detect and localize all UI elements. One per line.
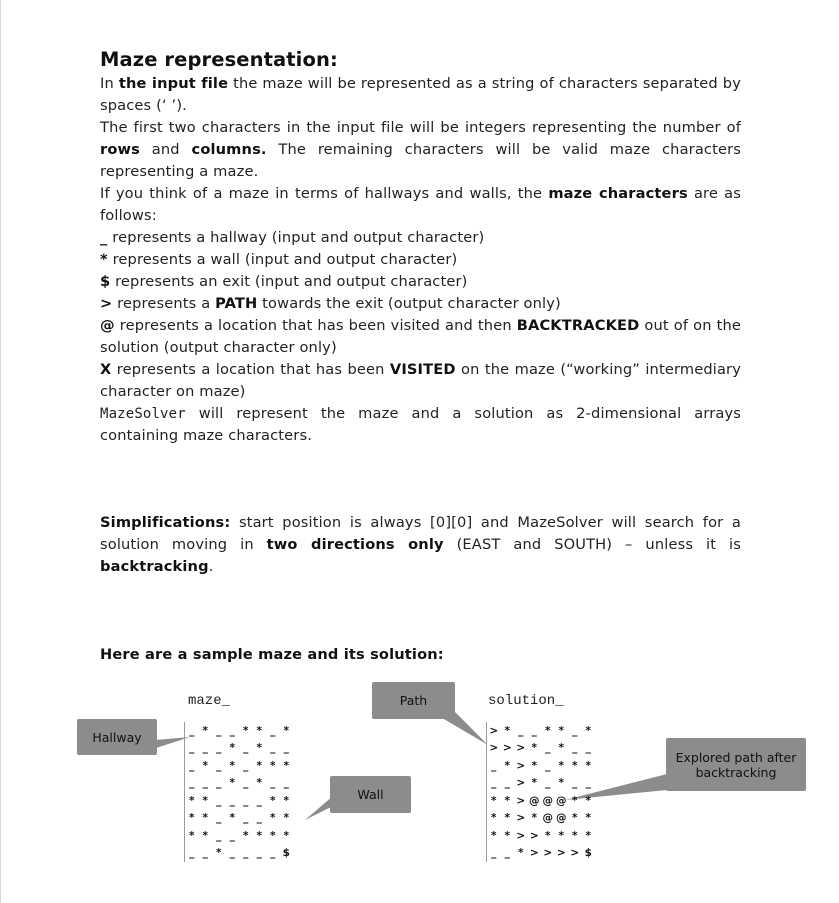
legend-symbol: _ — [100, 229, 108, 246]
maze-cell: _ — [256, 812, 262, 825]
solution-cell: > — [516, 829, 526, 842]
maze-row — [185, 845, 293, 863]
bold-text: columns. — [191, 141, 267, 158]
legend-text: represents a hallway (input and output character) — [107, 229, 485, 246]
maze-cell: _ — [229, 724, 235, 737]
wall-callout: Wall — [330, 776, 411, 813]
maze-cell: _ — [270, 724, 276, 737]
solution-cell: _ — [572, 724, 578, 737]
text: The first two characters in the input file will be integers representing the number of — [100, 119, 741, 136]
maze-cell: _ — [202, 777, 208, 790]
maze-cell: * — [283, 812, 289, 825]
solution-row — [487, 740, 595, 758]
solution-cell: _ — [545, 742, 551, 755]
solution-cell: $ — [584, 847, 592, 860]
hallway-callout: Hallway — [77, 719, 157, 755]
maze-cell: * — [256, 777, 262, 790]
maze-cell: * — [229, 812, 235, 825]
maze-cell: _ — [189, 847, 195, 860]
maze-cell: _ — [243, 759, 249, 772]
text: The remaining characters will be valid maze characters representing a maze. — [100, 141, 741, 180]
solution-cell: * — [572, 829, 578, 842]
maze-cell: _ — [216, 759, 222, 772]
maze-cell: _ — [270, 742, 276, 755]
solution-cell: * — [572, 759, 578, 772]
solution-cell: _ — [545, 759, 551, 772]
bold-text: two directions only — [266, 536, 444, 553]
maze-cell: * — [229, 742, 235, 755]
solution-cell: @ — [556, 812, 567, 825]
solution-cell: > — [516, 794, 526, 807]
path-callout: Path — [372, 682, 455, 719]
text: In — [100, 75, 119, 92]
maze-cell: * — [256, 829, 262, 842]
maze-cell: * — [202, 829, 208, 842]
maze-cell: _ — [283, 742, 289, 755]
page-title: Maze representation: — [100, 48, 338, 71]
solution-cell: * — [504, 724, 510, 737]
maze-cell: * — [270, 829, 276, 842]
solution-grid — [486, 722, 595, 862]
maze-cell: _ — [189, 777, 195, 790]
solution-cell: * — [572, 794, 578, 807]
solution-cell: * — [558, 759, 564, 772]
solution-cell: * — [585, 829, 591, 842]
text: will represent the maze and a solution as 2-dimensional arrays containing maze characters. — [100, 405, 741, 444]
solution-cell: _ — [572, 742, 578, 755]
maze-cell: * — [283, 794, 289, 807]
legend-text: out of on the solution (output character only) — [100, 317, 741, 356]
text: If you think of a maze in terms of hallways and walls, the — [100, 185, 549, 202]
solution-cell: _ — [585, 777, 591, 790]
solution-cell: * — [585, 812, 591, 825]
bold-label: Simplifications: — [100, 514, 231, 531]
solution-cell: * — [585, 759, 591, 772]
maze-cell: * — [283, 829, 289, 842]
maze-cell: * — [202, 812, 208, 825]
solution-cell: * — [585, 794, 591, 807]
maze-cell: _ — [243, 742, 249, 755]
wall-pointer — [305, 796, 333, 820]
solution-cell: > — [529, 847, 539, 860]
sample-heading: Here are a sample maze and its solution: — [100, 646, 444, 663]
maze-cell: * — [270, 812, 276, 825]
maze-row — [185, 827, 293, 845]
maze-cell: _ — [270, 777, 276, 790]
maze-cell: * — [189, 812, 195, 825]
solution-cell: * — [558, 777, 564, 790]
maze-cell: * — [270, 759, 276, 772]
solution-cell: * — [558, 829, 564, 842]
solution-cell: > — [489, 742, 499, 755]
solution-cell: _ — [518, 724, 524, 737]
maze-cell: _ — [216, 777, 222, 790]
maze-cell: _ — [243, 812, 249, 825]
solution-cell: > — [529, 829, 539, 842]
solution-cell: * — [491, 829, 497, 842]
solution-cell: * — [572, 812, 578, 825]
maze-cell: * — [243, 724, 249, 737]
legend-text: represents a location that has been — [111, 361, 390, 378]
maze-cell: _ — [189, 724, 195, 737]
maze-cell: _ — [202, 847, 208, 860]
bold-text: maze characters — [548, 185, 688, 202]
maze-cell: * — [270, 794, 276, 807]
maze-cell: * — [229, 759, 235, 772]
solution-row — [487, 775, 595, 793]
maze-grid — [184, 722, 293, 862]
solution-cell: * — [545, 829, 551, 842]
solution-cell: _ — [491, 759, 497, 772]
maze-cell: * — [189, 829, 195, 842]
solution-cell: * — [504, 759, 510, 772]
solution-cell: _ — [491, 777, 497, 790]
maze-cell: _ — [216, 812, 222, 825]
legend-bold: PATH — [215, 295, 258, 312]
maze-cell: _ — [243, 794, 249, 807]
maze-row — [185, 740, 293, 758]
text: . — [208, 558, 214, 575]
solution-cell: * — [491, 812, 497, 825]
maze-cell: * — [229, 777, 235, 790]
text: (EAST and SOUTH) – unless it is — [443, 536, 741, 553]
bold-text: the input file — [118, 75, 229, 92]
legend-text: represents a location that has been visited and then — [114, 317, 517, 334]
solution-cell: > — [543, 847, 553, 860]
solution-cell: * — [518, 847, 524, 860]
maze-label: maze_ — [188, 693, 231, 709]
solution-cell: * — [585, 724, 591, 737]
solution-cell: > — [516, 742, 526, 755]
solution-cell: * — [504, 812, 510, 825]
maze-cell: _ — [216, 742, 222, 755]
legend-symbol: @ — [100, 317, 115, 334]
solution-cell: _ — [531, 724, 537, 737]
legend-symbol: $ — [100, 273, 111, 290]
solution-label: solution_ — [488, 693, 564, 709]
maze-cell: * — [256, 724, 262, 737]
bold-text: rows — [100, 141, 140, 158]
maze-cell: _ — [243, 777, 249, 790]
solution-cell: > — [489, 724, 499, 737]
solution-cell: * — [531, 742, 537, 755]
maze-cell: _ — [216, 829, 222, 842]
maze-cell: _ — [256, 794, 262, 807]
legend-symbol: * — [100, 251, 108, 268]
legend-bold: BACKTRACKED — [516, 317, 640, 334]
solution-cell: * — [504, 829, 510, 842]
maze-cell: $ — [282, 847, 290, 860]
maze-row — [185, 775, 293, 793]
maze-cell: _ — [202, 742, 208, 755]
solution-cell: _ — [491, 847, 497, 860]
solution-cell: _ — [545, 777, 551, 790]
solution-cell: * — [491, 794, 497, 807]
maze-cell: _ — [270, 847, 276, 860]
maze-cell: * — [283, 724, 289, 737]
solution-row — [487, 845, 595, 863]
text: and — [140, 141, 192, 158]
solution-cell: * — [504, 794, 510, 807]
solution-cell: * — [558, 742, 564, 755]
text: are as follows: — [100, 185, 741, 224]
maze-row — [185, 792, 293, 810]
legend-text: represents a — [112, 295, 216, 312]
maze-row — [185, 757, 293, 775]
maze-cell: _ — [229, 829, 235, 842]
maze-cell: * — [256, 742, 262, 755]
maze-cell: _ — [229, 847, 235, 860]
maze-cell: * — [202, 724, 208, 737]
maze-cell: * — [202, 794, 208, 807]
maze-cell: * — [202, 759, 208, 772]
legend-text: on the maze (“working” intermediary character on maze) — [100, 361, 741, 400]
legend-text: towards the exit (output character only) — [257, 295, 561, 312]
solution-cell: > — [502, 742, 512, 755]
text: the maze will be represented as a string of characters separated by spaces (‘ ’). — [100, 75, 741, 114]
solution-cell: @ — [556, 794, 567, 807]
maze-cell: _ — [216, 724, 222, 737]
maze-cell: _ — [229, 794, 235, 807]
maze-cell: _ — [189, 742, 195, 755]
solution-cell: _ — [572, 777, 578, 790]
maze-cell: * — [189, 794, 195, 807]
solution-row — [487, 792, 595, 810]
code-text: MazeSolver — [100, 406, 186, 422]
solution-cell: * — [531, 812, 537, 825]
legend-text: represents an exit (input and output character) — [110, 273, 468, 290]
solution-cell: @ — [529, 794, 540, 807]
solution-cell: _ — [504, 847, 510, 860]
maze-cell: _ — [243, 847, 249, 860]
legend-text: represents a wall (input and output character) — [107, 251, 458, 268]
bold-text: backtracking — [100, 558, 209, 575]
solution-cell: _ — [504, 777, 510, 790]
solution-cell: * — [558, 724, 564, 737]
solution-cell: * — [545, 724, 551, 737]
maze-cell: * — [256, 759, 262, 772]
solution-cell: * — [531, 777, 537, 790]
maze-cell: _ — [256, 847, 262, 860]
maze-row — [185, 722, 293, 740]
maze-row — [185, 810, 293, 828]
maze-cell: _ — [216, 794, 222, 807]
solution-cell: > — [516, 759, 526, 772]
solution-row — [487, 722, 595, 740]
explored-callout: Explored path after backtracking — [666, 738, 806, 791]
solution-cell: @ — [542, 794, 553, 807]
solution-row — [487, 827, 595, 845]
solution-cell: > — [556, 847, 566, 860]
solution-row — [487, 810, 595, 828]
text: start position is always [0][0] and MazeSolver will search for a solution moving in — [100, 514, 741, 553]
maze-cell: _ — [283, 777, 289, 790]
solution-cell: _ — [585, 742, 591, 755]
legend-bold: VISITED — [389, 361, 456, 378]
maze-cell: * — [243, 829, 249, 842]
solution-cell: > — [570, 847, 580, 860]
solution-cell: * — [531, 759, 537, 772]
maze-cell: * — [283, 759, 289, 772]
solution-cell: @ — [542, 812, 553, 825]
solution-row — [487, 757, 595, 775]
legend-symbol: X — [100, 361, 112, 378]
maze-cell: * — [216, 847, 222, 860]
solution-cell: > — [516, 812, 526, 825]
legend-symbol: > — [100, 295, 113, 312]
solution-cell: > — [516, 777, 526, 790]
maze-cell: _ — [189, 759, 195, 772]
